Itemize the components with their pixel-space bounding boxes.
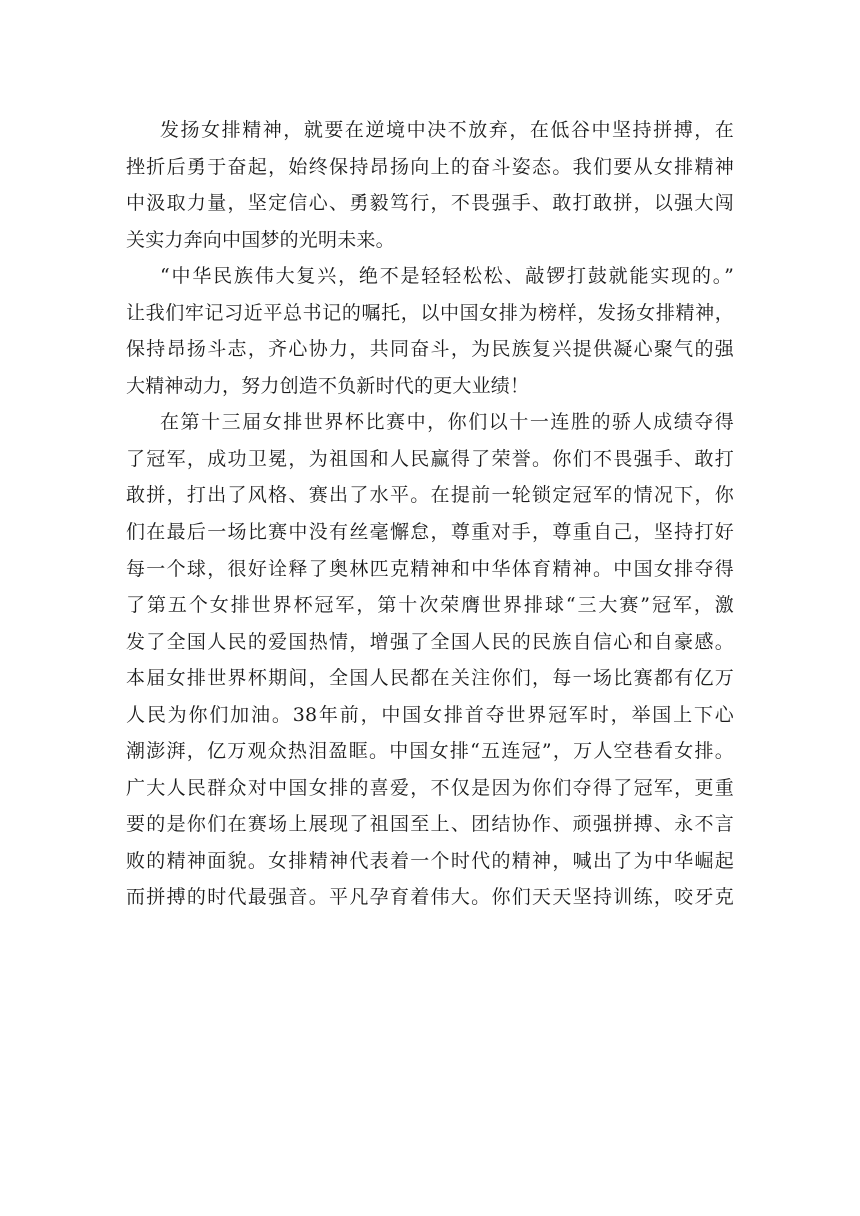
article-body [126,112,734,916]
text-line: 人民为你们加油。38年前，中国女排首夺世界冠军时，举国上下心 [126,703,734,726]
text-line: 在第十三届女排世界杯比赛中，你们以十一连胜的骄人成绩夺得 [160,411,734,434]
text-line: 挫折后勇于奋起，始终保持昂扬向上的奋斗姿态。我们要从女排精神 [126,155,734,178]
text-line: “中华民族伟大复兴，绝不是轻轻松松、敲锣打鼓就能实现的。” [160,265,734,288]
text-line: 关实力奔向中国梦的光明未来。 [126,228,395,251]
text-line: 每一个球，很好诠释了奥林匹克精神和中华体育精神。中国女排夺得 [126,557,734,580]
text-line: 广大人民群众对中国女排的喜爱，不仅是因为你们夺得了冠军，更重 [126,776,734,799]
text-line: 让我们牢记习近平总书记的嘱托，以中国女排为榜样，发扬女排精神， [126,301,734,324]
text-line: 败的精神面貌。女排精神代表着一个时代的精神，喊出了为中华崛起 [126,849,734,872]
text-line: 了第五个女排世界杯冠军，第十次荣膺世界排球“三大赛”冠军，激 [126,594,734,617]
text-line: 潮澎湃，亿万观众热泪盈眶。中国女排“五连冠”，万人空巷看女排。 [126,740,734,763]
text-line: 了冠军，成功卫冕，为祖国和人民赢得了荣誉。你们不畏强手、敢打 [126,447,734,470]
text-line: 本届女排世界杯期间，全国人民都在关注你们，每一场比赛都有亿万 [126,667,734,690]
text-line: 发了全国人民的爱国热情，增强了全国人民的民族自信心和自豪感。 [126,630,734,653]
text-line: 而拼搏的时代最强音。平凡孕育着伟大。你们天天坚持训练，咬牙克 [126,886,734,909]
text-line: 敢拼，打出了风格、赛出了水平。在提前一轮锁定冠军的情况下，你 [126,484,734,507]
text-line: 发扬女排精神，就要在逆境中决不放弃，在低谷中坚持拼搏，在 [160,119,734,141]
text-line: 大精神动力，努力创造不负新时代的更大业绩！ [126,374,530,397]
text-line: 保持昂扬斗志，齐心协力，共同奋斗，为民族复兴提供凝心聚气的强 [126,338,734,361]
text-line: 们在最后一场比赛中没有丝毫懈怠，尊重对手，尊重自己，坚持打好 [126,521,734,544]
text-line: 要的是你们在赛场上展现了祖国至上、团结协作、顽强拼搏、永不言 [126,813,734,836]
text-line: 中汲取力量，坚定信心、勇毅笃行，不畏强手、敢打敢拼，以强大闯 [126,192,734,215]
